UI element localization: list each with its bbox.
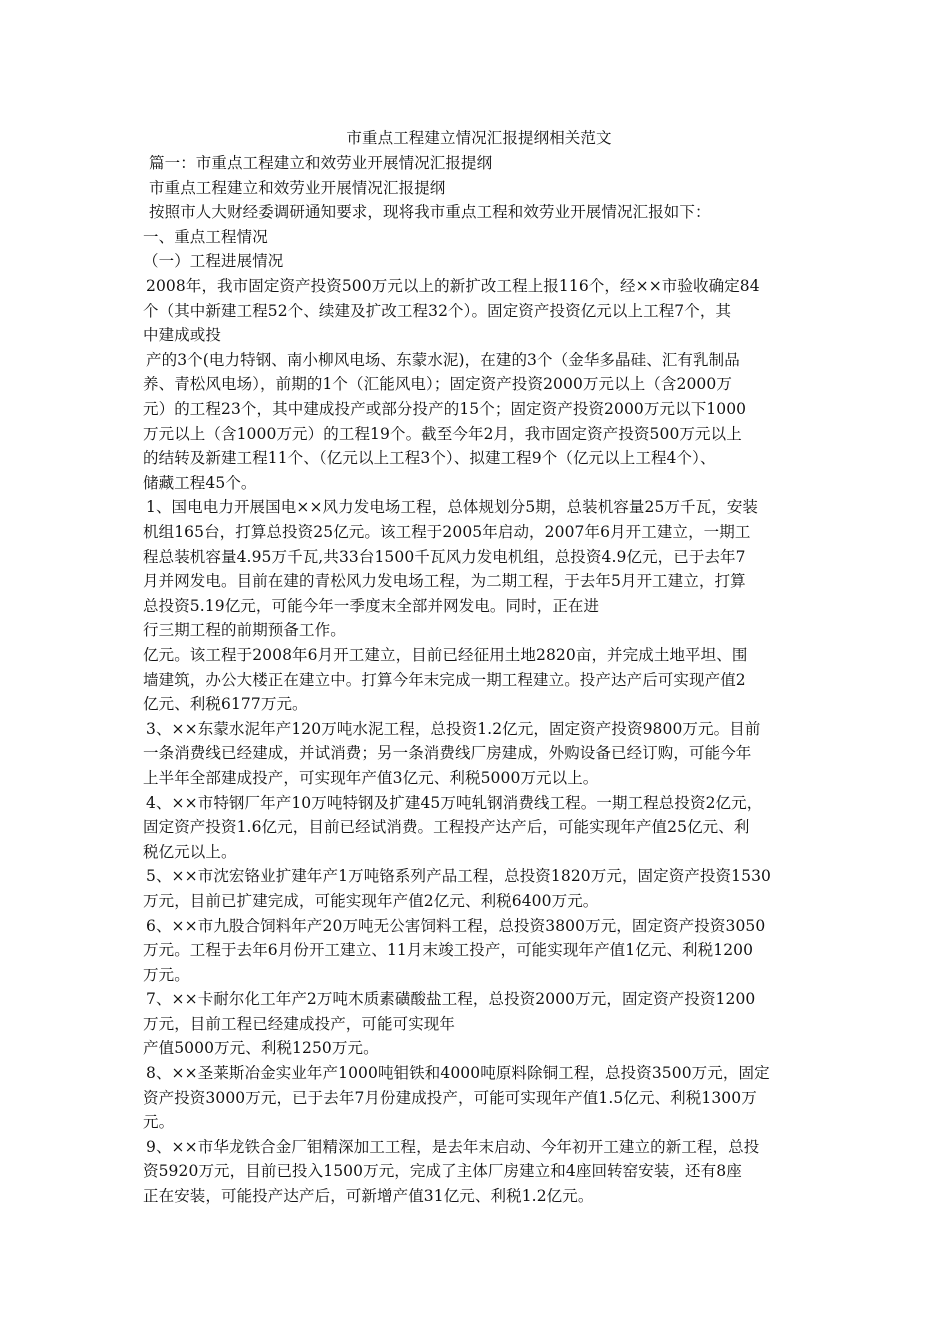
text-line: 总投资5.19亿元，可能今年一季度末全部并网发电。同时，正在进 <box>143 596 600 615</box>
text-line: 产的3个(电力特钢、南小柳风电场、东蒙水泥)，在建的3个（金华多晶硅、汇有乳制品 <box>146 350 740 369</box>
text-line: 亿元。该工程于2008年6月开工建立，目前已经征用土地2820亩，并完成土地平坦、围 <box>143 645 748 664</box>
text-line: 3、××东蒙水泥年产120万吨水泥工程，总投资1.2亿元，固定资产投资9800万元。目前 <box>146 719 761 738</box>
document-body <box>143 126 815 1209</box>
text-line: 的结转及新建工程11个、（亿元以上工程3个）、拟建工程9个（亿元以上工程4个）、 <box>143 449 716 468</box>
text-line: 4、××市特钢厂年产10万吨特钢及扩建45万吨轧钢消费线工程。一期工程总投资2亿元， <box>146 793 763 812</box>
text-line: 个（其中新建工程52个、续建及扩改工程32个）。固定资产投资亿元以上工程7个，其 <box>143 301 732 320</box>
text-line: 行三期工程的前期预备工作。 <box>143 621 346 640</box>
text-line: 一条消费线已经建成，并试消费；另一条消费线厂房建成，外购设备已经订购，可能今年 <box>143 744 752 763</box>
text-line: 7、××卡耐尔化工年产2万吨木质素磺酸盐工程，总投资2000万元，固定资产投资1200 <box>146 990 756 1009</box>
text-line: 税亿元以上。 <box>143 842 237 861</box>
text-line: 资产投资3000万元，已于去年7月份建成投产，可能可实现年产值1.5亿元、利税1300万 <box>143 1088 757 1107</box>
text-line: 9、××市华龙铁合金厂钼精深加工工程，是去年末启动、今年初开工建立的新工程，总投 <box>146 1137 760 1156</box>
text-line: 市重点工程建立和效劳业开展情况汇报提纲 <box>149 178 446 197</box>
text-line: 储藏工程45个。 <box>143 473 257 492</box>
text-line: 8、××圣莱斯冶金实业年产1000吨钼铁和4000吨原料除铜工程，总投资3500万元，固定 <box>146 1064 770 1083</box>
text-line: 5、××市沈宏铬业扩建年产1万吨铬系列产品工程，总投资1820万元，固定资产投资1530 <box>146 867 771 886</box>
text-line: 资5920万元，目前已投入1500万元，完成了主体厂房建立和4座回转窑安装，还有8座 <box>143 1162 742 1181</box>
text-line: 机组165台，打算总投资25亿元。该工程于2005年启动，2007年6月开工建立，一期工 <box>143 523 751 541</box>
text-line: 上半年全部建成投产，可实现年产值3亿元、利税5000万元以上。 <box>143 768 599 787</box>
text-line: 固定资产投资1.6亿元，目前已经试消费。工程投产达产后，可能实现年产值25亿元、利 <box>143 818 750 837</box>
text-line: 篇一：市重点工程建立和效劳业开展情况汇报提纲 <box>149 154 493 173</box>
text-line: 亿元、利税6177万元。 <box>143 695 308 714</box>
text-line: 产值5000万元、利税1250万元。 <box>143 1039 379 1058</box>
text-line: 1、国电电力开展国电××风力发电场工程，总体规划分5期，总装机容量25万千瓦，安装 <box>146 498 759 517</box>
text-line: 万元，目前工程已经建成投产，可能可实现年 <box>143 1014 456 1033</box>
text-line: 万元，目前已扩建完成，可能实现年产值2亿元、利税6400万元。 <box>143 891 599 910</box>
text-line: 正在安装，可能投产达产后，可新增产值31亿元、利税1.2亿元。 <box>143 1187 594 1206</box>
text-line: 中建成或投 <box>143 326 222 345</box>
text-line: 按照市人大财经委调研通知要求，现将我市重点工程和效劳业开展情况汇报如下： <box>149 203 711 222</box>
text-line: 万元。 <box>143 965 190 984</box>
text-line: 万元以上（含1000万元）的工程19个。截至今年2月，我市固定资产投资500万元以上 <box>143 424 742 443</box>
text-line: （一）工程进展情况 <box>143 252 284 271</box>
text-line: 元。 <box>143 1113 175 1132</box>
text-line: 万元。工程于去年6月份开工建立、11月末竣工投产，可能实现年产值1亿元、利税1200 <box>143 941 754 960</box>
text-line: 养、青松风电场），前期的1个（汇能风电）；固定资产投资2000万元以上（含2000万 <box>143 375 732 394</box>
document-title: 市重点工程建立情况汇报提纲相关范文 <box>346 129 612 147</box>
text-line: 6、××市九股合饲料年产20万吨无公害饲料工程，总投资3800万元，固定资产投资3050 <box>146 916 766 935</box>
text-line: 墙建筑，办公大楼正在建立中。打算今年末完成一期工程建立。投产达产后可实现产值2 <box>143 670 746 689</box>
text-line: 元）的工程23个，其中建成投产或部分投产的15个；固定资产投资2000万元以下1000 <box>143 400 747 419</box>
text-line: 一、重点工程情况 <box>143 227 268 246</box>
text-line: 2008年，我市固定资产投资500万元以上的新扩改工程上报116个，经××市验收确定84 <box>146 277 760 296</box>
text-line: 程总装机容量4.95万千瓦,共33台1500千瓦风力发电机组，总投资4.9亿元，已于去年7 <box>143 547 746 566</box>
text-line: 月并网发电。目前在建的青松风力发电场工程，为二期工程，于去年5月开工建立，打算 <box>143 572 746 591</box>
